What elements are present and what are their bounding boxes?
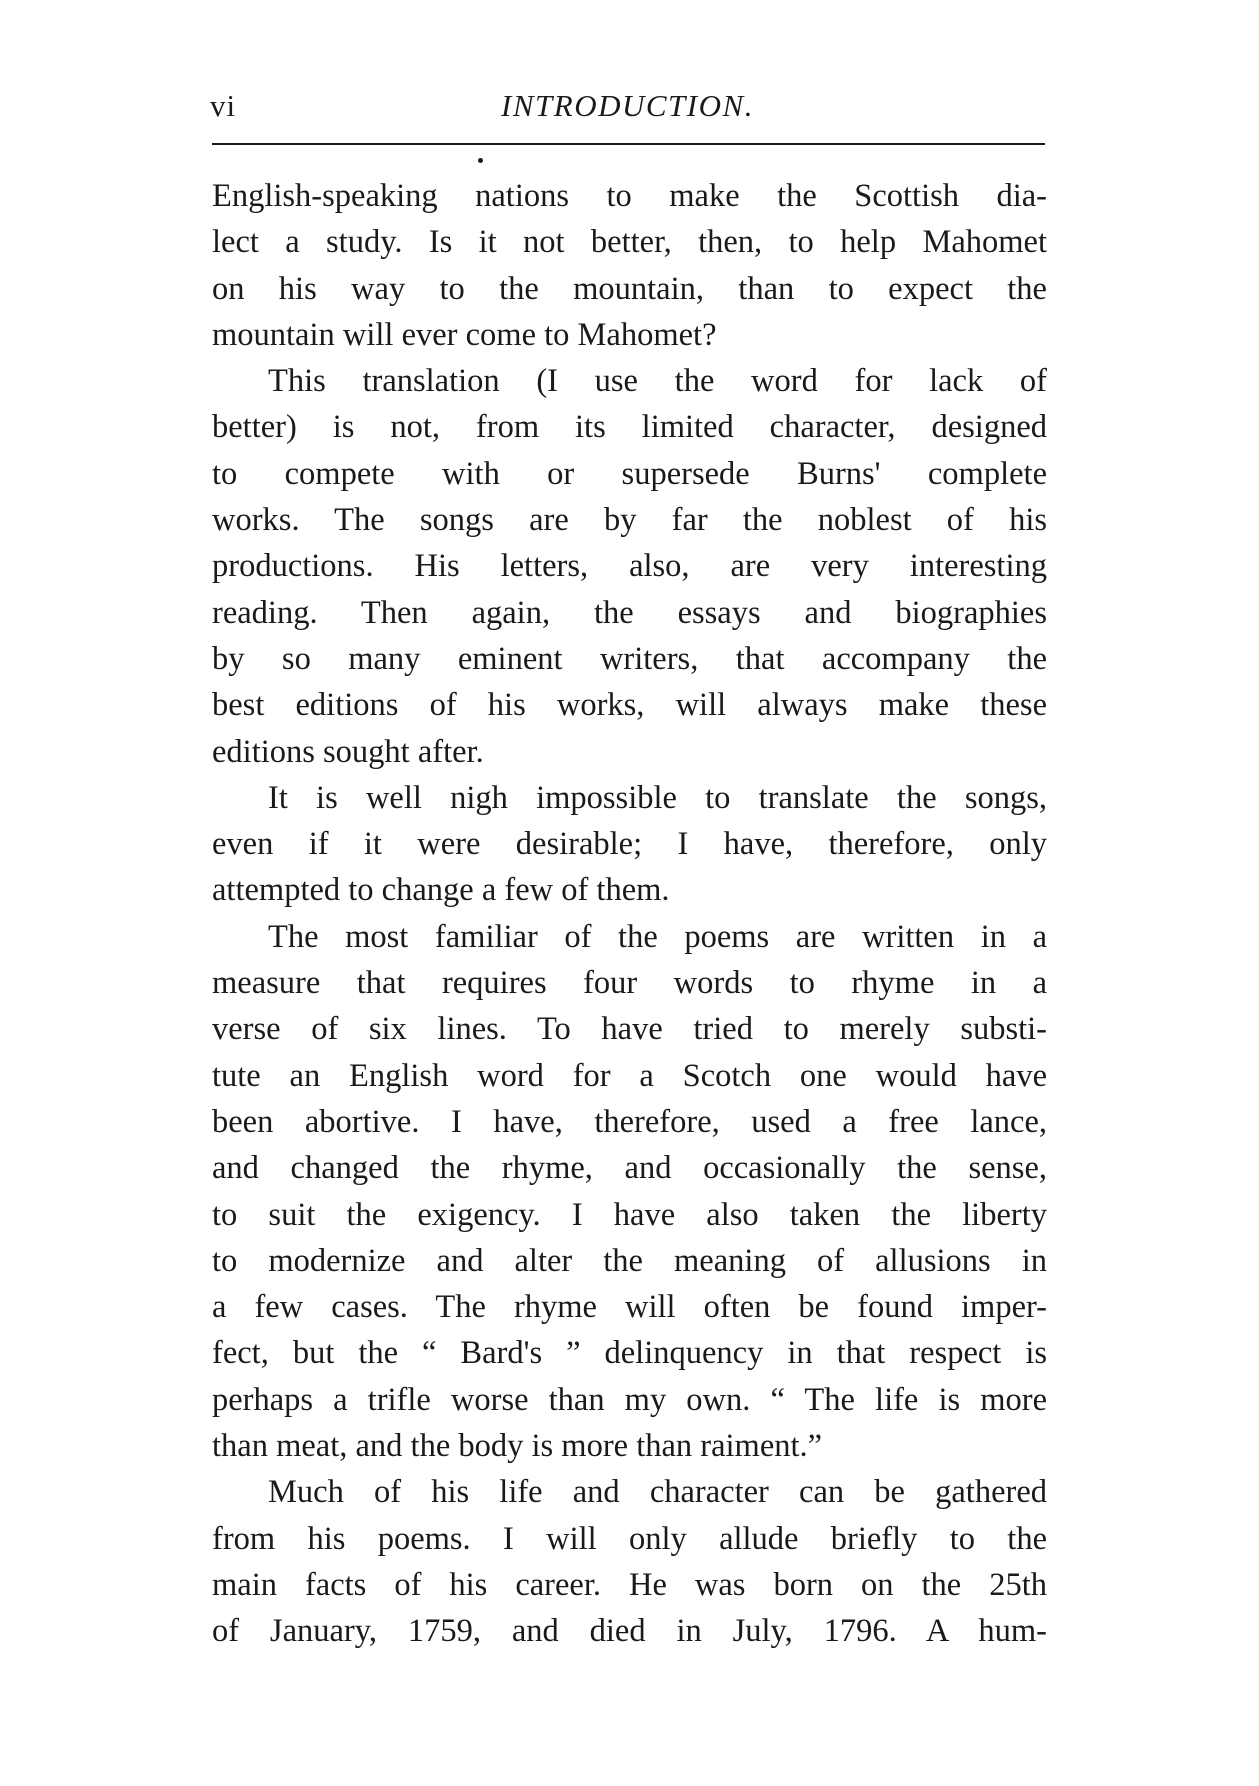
text-line: lect a study. Is it not better, then, to help Mahomet — [212, 224, 1047, 261]
text-line: It is well nigh impossible to translate the songs, — [268, 779, 1047, 816]
text-line: reading. Then again, the essays and biographies — [212, 594, 1047, 631]
rule-ornament-dot — [478, 158, 483, 163]
paragraph — [212, 1469, 1047, 1654]
running-head — [210, 86, 1045, 126]
paragraph — [212, 775, 1047, 914]
text-line: and changed the rhyme, and occasionally the sense, — [212, 1150, 1047, 1187]
text-line: This translation (I use the word for lack of — [268, 363, 1047, 400]
text-line: to suit the exigency. I have also taken the liberty — [212, 1196, 1047, 1233]
text-line: main facts of his career. He was born on the 25th — [212, 1566, 1047, 1603]
text-line: from his poems. I will only allude briefly to the — [212, 1520, 1047, 1557]
text-line: by so many eminent writers, that accompany the — [212, 640, 1047, 677]
text-line: to modernize and alter the meaning of allusions in — [212, 1242, 1047, 1279]
running-head-title: INTRODUCTION. — [501, 88, 754, 123]
page-number: vi — [210, 88, 237, 123]
text-line: works. The songs are by far the noblest of his — [212, 502, 1047, 539]
text-line: The most familiar of the poems are written in a — [268, 918, 1047, 955]
paragraph — [212, 914, 1047, 1470]
text-line: a few cases. The rhyme will often be found imper- — [212, 1289, 1047, 1326]
text-line: tute an English word for a Scotch one would have — [212, 1057, 1047, 1094]
text-line: measure that requires four words to rhyme in a — [212, 965, 1047, 1002]
paragraph — [212, 358, 1047, 775]
text-line: perhaps a trifle worse than my own. “ The life is more — [212, 1381, 1047, 1418]
text-line: than meat, and the body is more than raiment.” — [212, 1428, 823, 1465]
text-line: on his way to the mountain, than to expect the — [212, 270, 1047, 307]
text-line: mountain will ever come to Mahomet? — [212, 316, 717, 353]
text-line: even if it were desirable; I have, therefore, only — [212, 826, 1047, 863]
text-line: been abortive. I have, therefore, used a free lance, — [212, 1103, 1047, 1140]
text-line: best editions of his works, will always make these — [212, 687, 1047, 724]
text-line: English-speaking nations to make the Scottish dia- — [212, 178, 1047, 214]
text-line: verse of six lines. To have tried to merely substi- — [212, 1011, 1047, 1048]
text-line: fect, but the “ Bard's ” delinquency in that respect is — [212, 1335, 1047, 1372]
text-line: editions sought after. — [212, 733, 484, 770]
text-line: better) is not, from its limited character, designed — [212, 409, 1047, 446]
paragraph — [212, 173, 1047, 358]
text-line: attempted to change a few of them. — [212, 872, 670, 909]
text-line: productions. His letters, also, are very interesting — [212, 548, 1047, 585]
text-line: to compete with or supersede Burns' complete — [212, 455, 1047, 492]
body-text — [212, 173, 1047, 1655]
header-rule — [212, 143, 1045, 145]
text-line: Much of his life and character can be gathered — [268, 1474, 1047, 1511]
text-line: of January, 1759, and died in July, 1796. A hum- — [212, 1613, 1047, 1650]
